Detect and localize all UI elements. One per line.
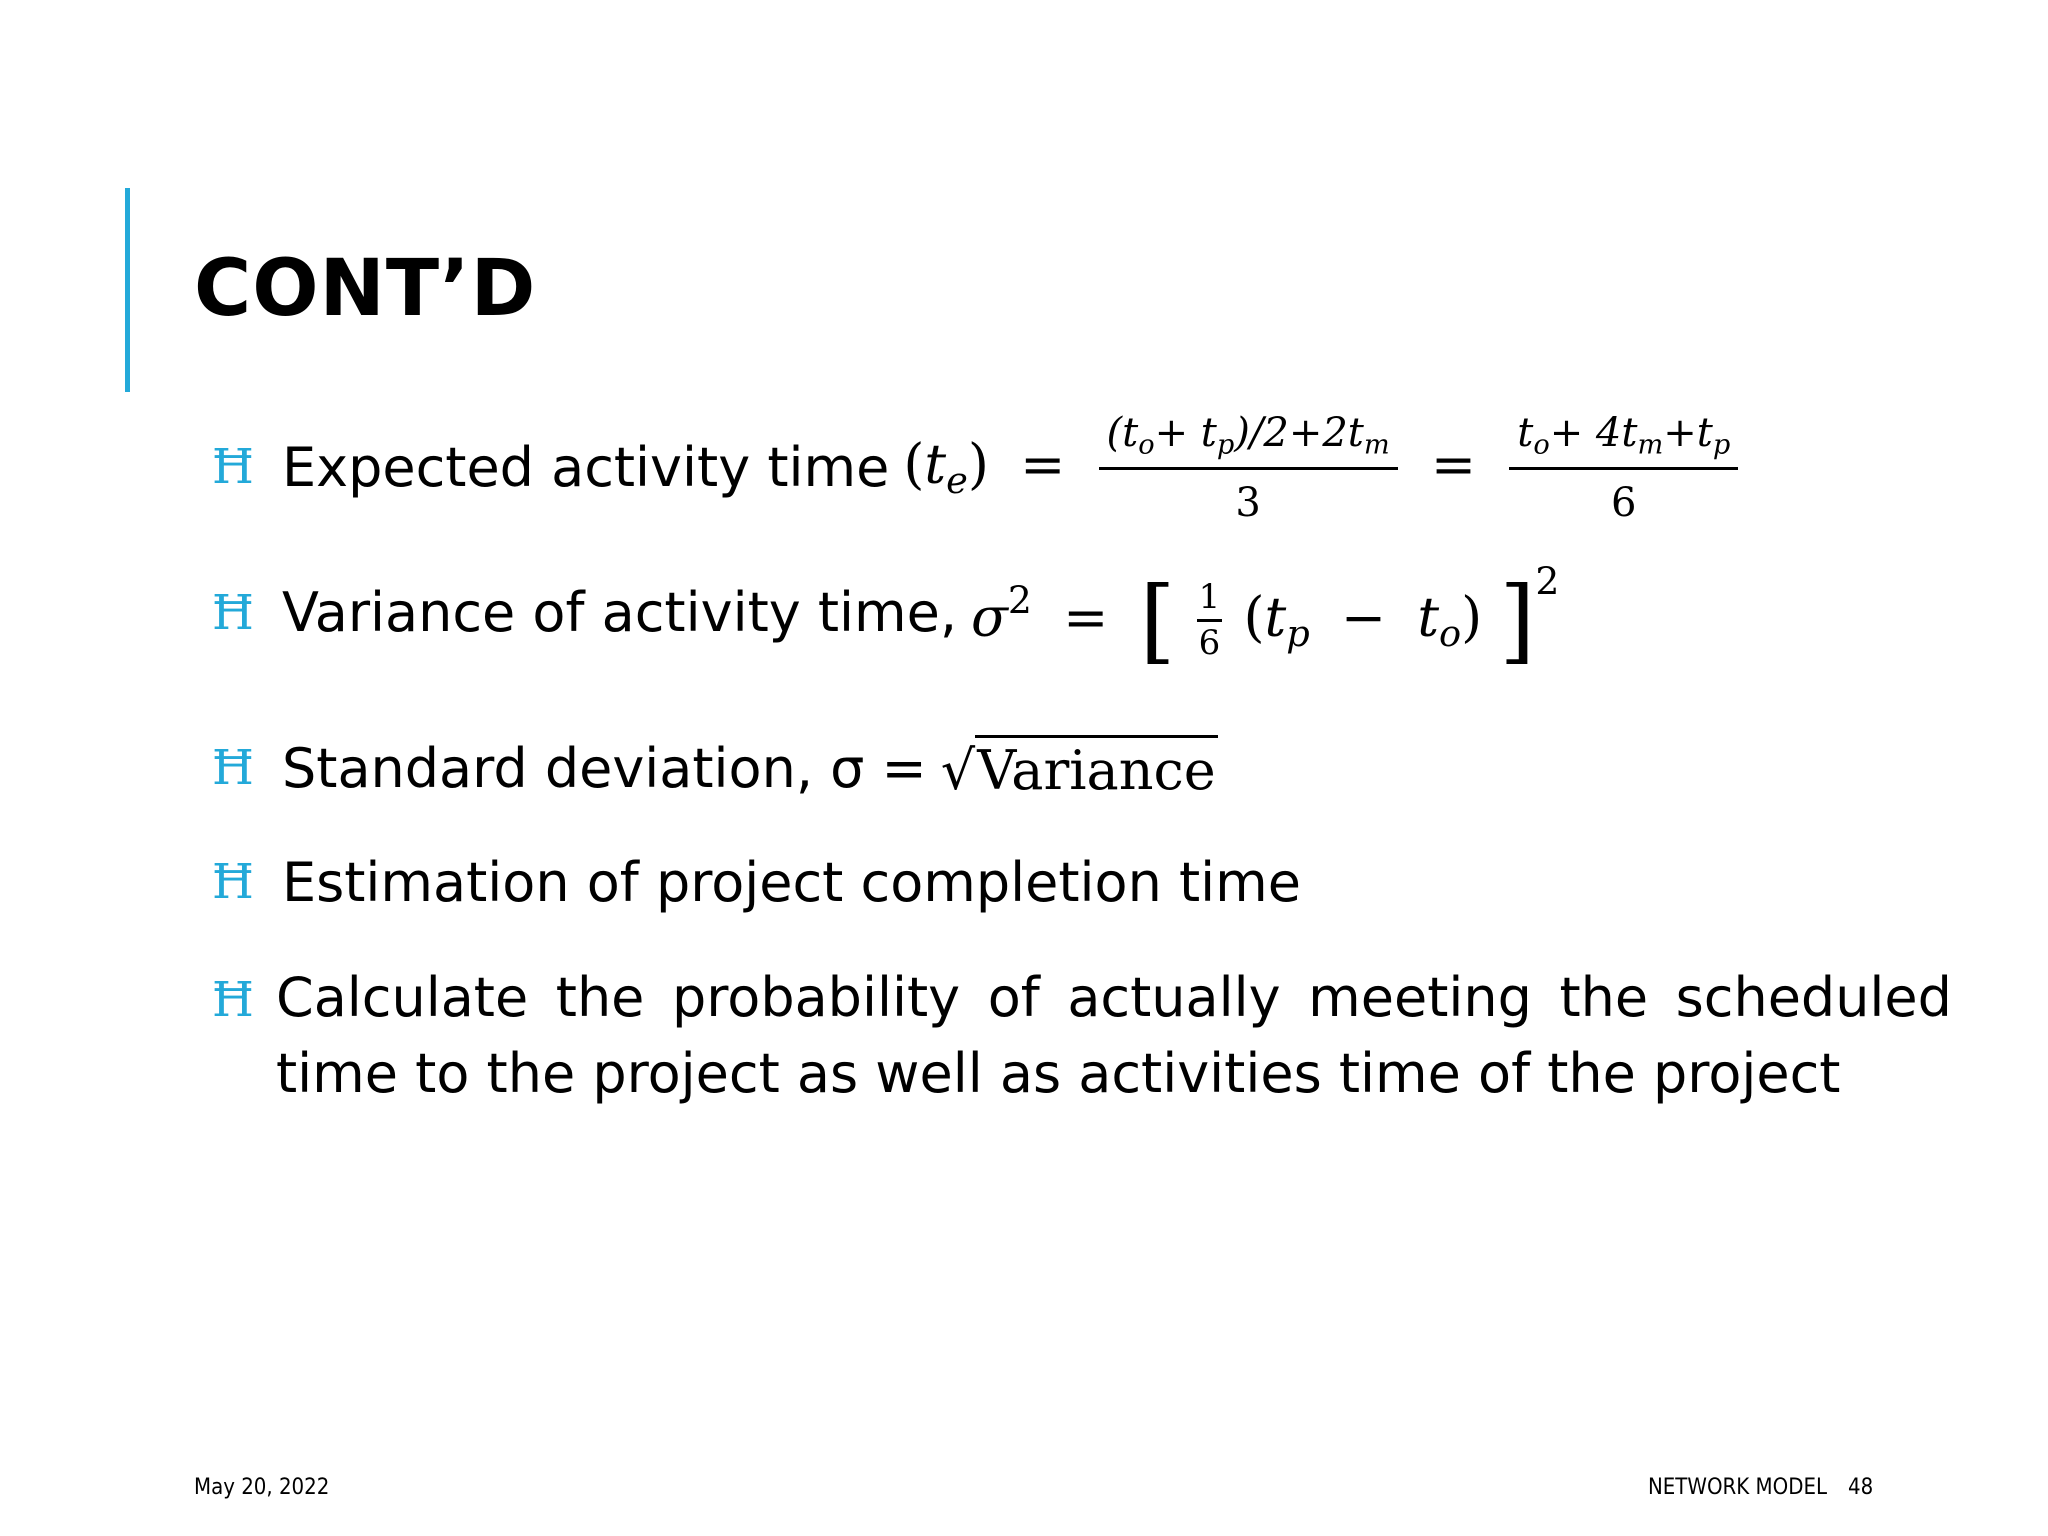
bullet-icon: Ħ — [212, 854, 254, 911]
fraction-one-sixth: $\frac{1}{6}$ — [1198, 577, 1221, 664]
bullet-std-deviation — [212, 735, 1218, 802]
word: scheduled — [1675, 966, 1952, 1029]
bullet-label: Estimation of project completion time — [282, 851, 1301, 914]
word: probability — [671, 966, 961, 1029]
bullet-first-word-group — [212, 960, 528, 1036]
bullet-label: Variance of activity time, — [282, 581, 958, 645]
sqrt-symbol: √ — [940, 739, 976, 802]
bullet-label: Expected activity time — [282, 435, 890, 499]
bullet-variance — [212, 559, 1560, 674]
bullet-icon: Ħ — [212, 972, 254, 1028]
footer-page-number: 48 — [1848, 1475, 1874, 1500]
fraction-denominator: 3 — [1099, 467, 1398, 526]
fraction-numerator: $t_o+ 4t_m+t_p$ — [1517, 410, 1731, 461]
fraction-pert — [1513, 410, 1734, 526]
bullet-icon: Ħ — [212, 739, 254, 796]
sqrt-expression — [941, 735, 1218, 802]
footer-section: NETWORK MODEL — [1648, 1475, 1827, 1500]
word: of — [987, 966, 1040, 1029]
bullet-estimation — [212, 852, 1301, 914]
fraction-three-point — [1103, 410, 1394, 526]
title-accent-bar — [125, 188, 130, 392]
sqrt-radicand: Variance — [975, 735, 1218, 802]
footer-date: May 20, 2022 — [194, 1475, 330, 1500]
word: meeting — [1308, 966, 1532, 1029]
bullet-label: Standard deviation, σ = — [282, 736, 927, 800]
fraction-denominator: 6 — [1509, 467, 1738, 526]
bullet-probability — [212, 960, 1952, 1111]
expected-time-formula: $(t_e)$ = $\frac{(t_o+ t_p)/2+2t_m}{3}$ = $\frac{t_o+ 4t_m+t_p}{6}$ — [903, 410, 1740, 526]
bullet-line-2: time to the project as well as activities time of the project — [276, 1041, 1841, 1105]
word: the — [555, 966, 645, 1029]
bullet-line-1 — [212, 960, 1952, 1036]
slide-title: CONT’D — [194, 244, 537, 334]
word: actually — [1067, 966, 1281, 1029]
bullet-icon: Ħ — [212, 584, 254, 641]
variance-formula: $\sigma^2$ = [ $\frac{1}{6}$ $(t_p - t_o)$ ]$^2$ — [971, 559, 1560, 674]
word: Calculate — [276, 966, 529, 1029]
bullet-icon: Ħ — [212, 439, 254, 496]
bullet-expected-time — [212, 410, 1740, 526]
word: the — [1559, 966, 1649, 1029]
fraction-numerator: $(t_o+ t_p)/2+2t_m$ — [1106, 410, 1390, 461]
